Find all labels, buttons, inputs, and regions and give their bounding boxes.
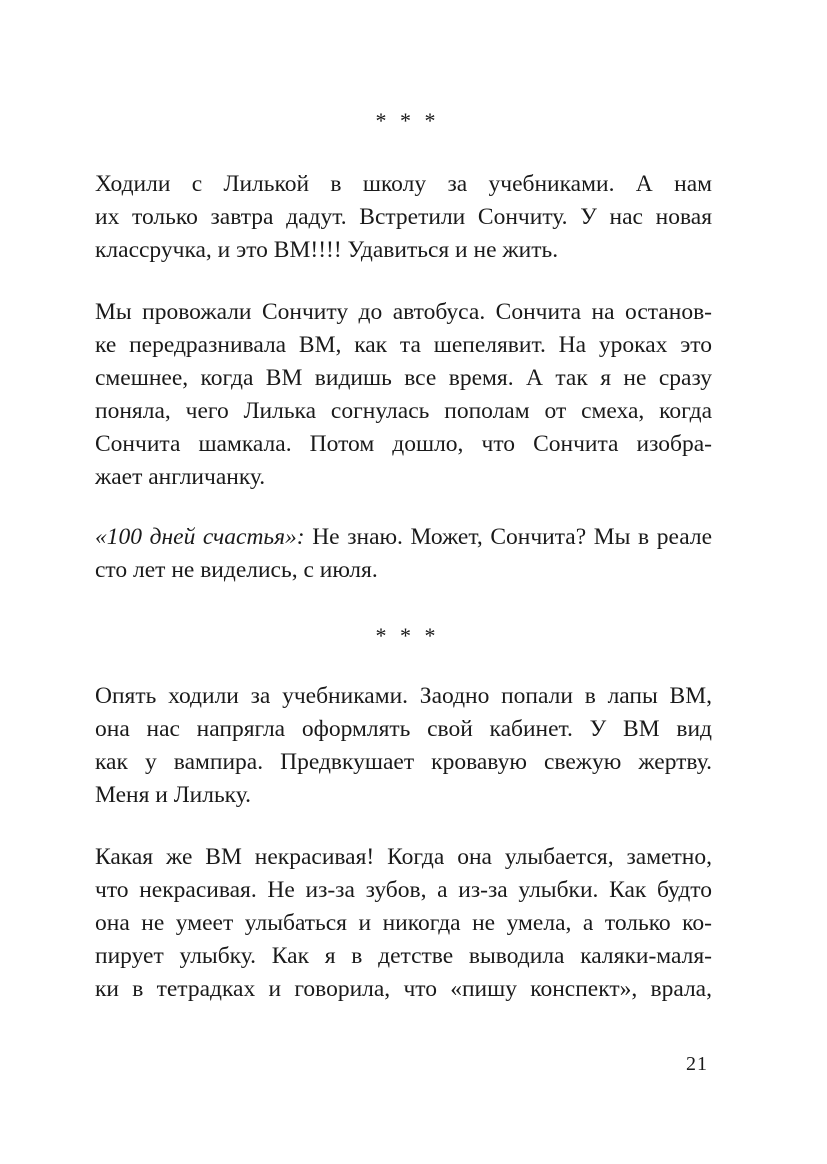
text-line: ке передразнивала ВМ, как та шепелявит. На уроках это: [95, 332, 712, 358]
text-line: Какая же ВМ некрасивая! Когда она улыбается, заметно,: [95, 844, 712, 870]
section-separator: * * *: [375, 108, 440, 133]
text-line: Сончита шамкала. Потом дошло, что Сончита изобра-: [95, 431, 712, 457]
text-line: Опять ходили за учебниками. Заодно попали в лапы ВМ,: [95, 683, 712, 709]
text-line: она не умеет улыбаться и никогда не умела, а только ко-: [95, 910, 712, 936]
text-line: что некрасивая. Не из-за зубов, а из-за улыбки. Как будто: [95, 877, 712, 903]
page-number: 21: [686, 1053, 708, 1075]
section-separator: * * *: [375, 623, 440, 648]
text-line: сто лет не виделись, с июля.: [95, 557, 378, 583]
paragraph: [95, 680, 712, 812]
text-line: Мы провожали Сончиту до автобуса. Сончита на останов-: [95, 299, 712, 325]
text-line: Меня и Лильку.: [95, 782, 252, 808]
paragraph-quote: [95, 521, 712, 587]
text-line: [95, 521, 712, 554]
text-line: жает англичанку.: [95, 464, 266, 490]
text-line: ки в тетрадках и говорила, что «пишу конспект», врала,: [95, 976, 712, 1002]
text-line: поняла, чего Лилька согнулась пополам от смеха, когда: [95, 398, 712, 424]
quote-text: Не знаю. Может, Сончита? Мы в реале: [304, 524, 713, 550]
text-line: пирует улыбку. Как я в детстве выводила каляки-маля-: [95, 943, 712, 969]
text-line: их только завтра дадут. Встретили Сончиту. У нас новая: [95, 204, 712, 230]
paragraph: [95, 841, 712, 1006]
text-line: смешнее, когда ВМ видишь все время. А так я не сразу: [95, 365, 712, 391]
paragraph: [95, 296, 712, 494]
text-line: как у вампира. Предвкушает кровавую свежую жертву.: [95, 749, 712, 775]
paragraph: [95, 168, 712, 267]
text-line: она нас напрягла оформлять свой кабинет. У ВМ вид: [95, 716, 712, 742]
text-line: классручка, и это ВМ!!!! Удавиться и не жить.: [95, 237, 559, 263]
quote-label: «100 дней счастья»:: [95, 524, 305, 550]
text-line: Ходили с Лилькой в школу за учебниками. А нам: [95, 171, 712, 197]
